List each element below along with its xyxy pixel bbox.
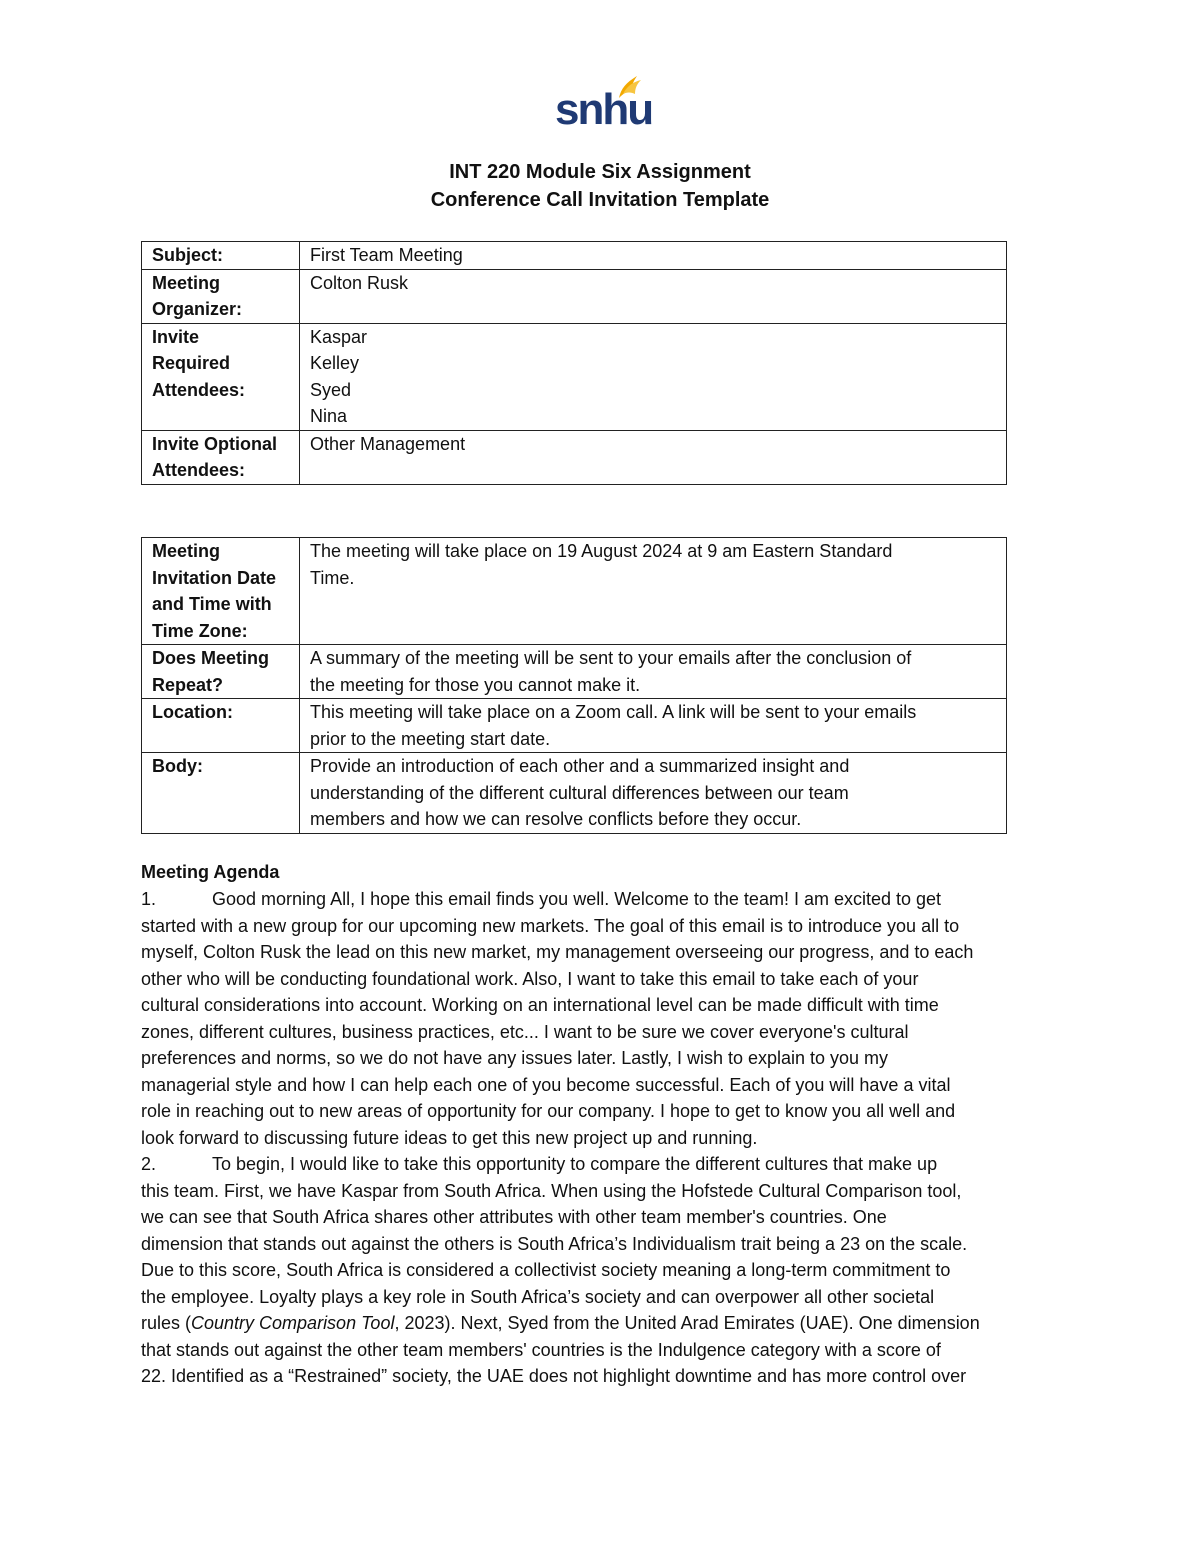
meeting-info-table: [141, 537, 1007, 834]
location-label: Location:: [142, 699, 300, 753]
citation-title: Country Comparison Tool: [191, 1313, 395, 1333]
attendee: Nina: [310, 406, 348, 426]
organizer-value: Colton Rusk: [300, 269, 1007, 323]
body-row: [142, 753, 1007, 834]
subject-row: [142, 242, 1007, 270]
agenda-item-number: 1.: [141, 889, 157, 909]
assignment-title: INT 220 Module Six Assignment: [449, 161, 751, 183]
organizer-label: Meeting Organizer:: [142, 269, 300, 323]
optional-attendees-value: Other Management: [300, 430, 1007, 484]
optional-attendees-label: Invite Optional Attendees:: [142, 430, 300, 484]
repeat-row: [142, 645, 1007, 699]
optional-attendees-row: [142, 430, 1007, 484]
body-label: Body:: [142, 753, 300, 834]
attendee: Kelley: [310, 353, 360, 373]
agenda-item-1: 1. Good morning All, I hope this email finds you well. Welcome to the team! I am excited to get started with a new group for our upcoming new markets. The goal of this email is to introduce you all to myself, Colton Rusk the lead on this new market, my management overseeing our progress, and to each other who will be conducting foundational work. Also, I want to take this email to take each of your cultural considerations into account. Working on an international level can be made difficult with time zones, different cultures, business practices, etc... I want to be sure we cover everyone's cultural preferences and norms, so we do not have any issues later. Lastly, I wish to explain to you my managerial style and how I can help each one of you become successful. Each of you will have a vital role in reaching out to new areas of opportunity for our company. I hope to get to know you all well and look forward to discussing future ideas to get this new project up and running.: [141, 886, 1057, 1151]
snhu-logo: [555, 72, 653, 134]
agenda-item-number: 2.: [141, 1154, 157, 1174]
organizer-row: [142, 269, 1007, 323]
body-value: Provide an introduction of each other and a summarized insight and understanding of the different cultural differences between our team members and how we can resolve conflicts before they occur.: [300, 753, 1007, 834]
attendee: Kaspar: [310, 326, 368, 347]
datetime-label: Meeting Invitation Date and Time with Time Zone:: [142, 538, 300, 645]
agenda-item-2: 2. To begin, I would like to take this opportunity to compare the different cultures that make up this team. First, we have Kaspar from South Africa. When using the Hofstede Cultural Comparison tool, we can see that South Africa shares other attributes with other team member's countries. One dimension that stands out against the others is South Africa’s Individualism trait being a 23 on the scale. Due to this score, South Africa is considered a collectivist society meaning a long-term commitment to the employee. Loyalty plays a key role in South Africa’s society and can overpower all other societal rules (Country Comparison Tool, 2023). Next, Syed from the United Arad Emirates (UAE). One dimension that stands out against the other team members' countries is the Indulgence category with a score of 22. Identified as a “Restrained” society, the UAE does not highlight downtime and has more control over: [141, 1151, 1057, 1390]
subject-label: Subject:: [142, 242, 300, 270]
location-row: [142, 699, 1007, 753]
repeat-label: Does Meeting Repeat?: [142, 645, 300, 699]
required-attendees-row: [142, 323, 1007, 430]
template-title: Conference Call Invitation Template: [430, 189, 770, 211]
location-value: This meeting will take place on a Zoom call. A link will be sent to your emails prior to the meeting start date.: [300, 699, 1007, 753]
agenda-body: [141, 886, 1057, 1390]
attendee: Syed: [310, 379, 352, 400]
required-attendees-value: [300, 323, 1007, 430]
logo-wordmark: snhu: [555, 85, 653, 134]
datetime-row: [142, 538, 1007, 645]
repeat-value: A summary of the meeting will be sent to your emails after the conclusion of the meeting for those you cannot make it.: [300, 645, 1007, 699]
agenda-heading: Meeting Agenda: [141, 862, 280, 882]
datetime-value: The meeting will take place on 19 August 2024 at 9 am Eastern Standard Time.: [300, 538, 1007, 645]
subject-value: First Team Meeting: [300, 242, 1007, 270]
required-attendees-label: Invite Required Attendees:: [142, 323, 300, 430]
invitation-details-table: [141, 241, 1007, 485]
